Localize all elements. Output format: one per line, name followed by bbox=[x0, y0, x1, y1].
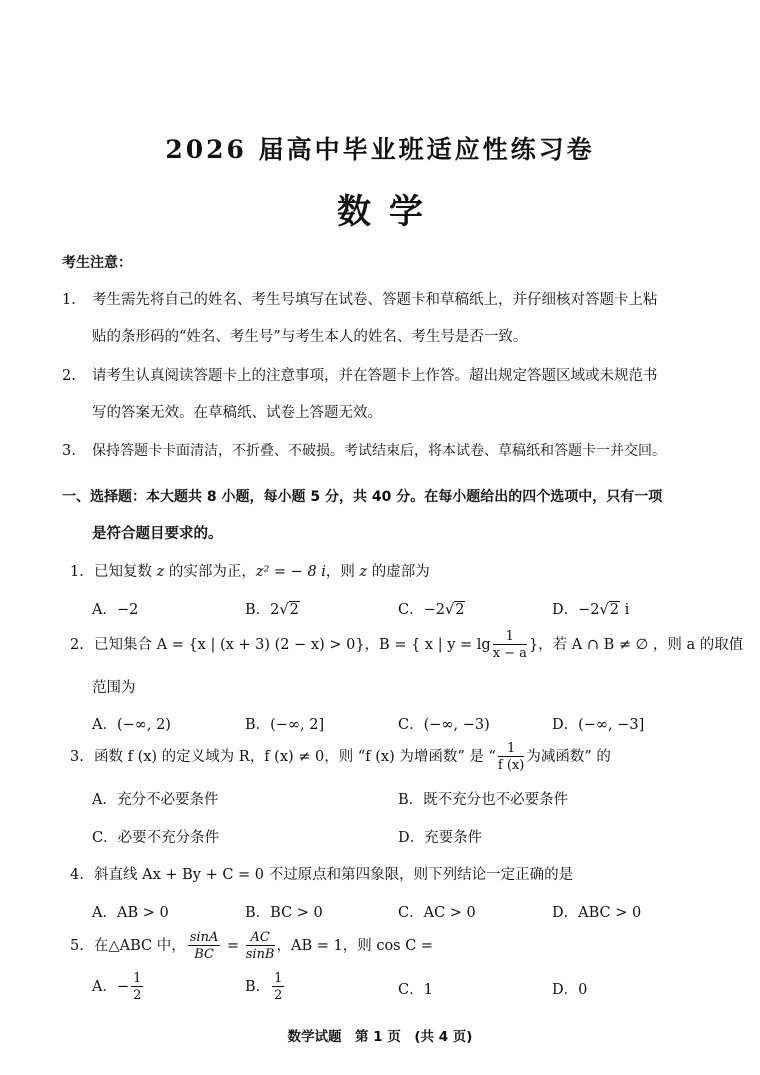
q3-option-a: A．充分不必要条件 bbox=[92, 792, 219, 808]
section-heading-line1: 一、选择题：本大题共 8 小题，每小题 5 分，共 40 分。在每小题给出的四个选项中，只有一项 bbox=[62, 489, 663, 505]
q2-option-c: C．(−∞, −3) bbox=[398, 717, 490, 733]
q5-option-d: D．0 bbox=[552, 982, 588, 998]
question-2-stem-line2: 范围为 bbox=[92, 680, 136, 696]
notice-item-2-line1: 2. 请考生认真阅读答题卡上的注意事项，并在答题卡上作答。超出规定答题区域或未规范书 bbox=[62, 368, 658, 384]
q4-option-d: D．ABC > 0 bbox=[552, 905, 642, 921]
q2-option-b: B．(−∞, 2] bbox=[245, 717, 325, 733]
notice-item-1-line1: 1. 考生需先将自己的姓名、考生号填写在试卷、答题卡和草稿纸上，并仔细核对答题卡上粘 bbox=[62, 292, 658, 308]
section-heading-line2: 是符合题目要求的。 bbox=[92, 526, 223, 542]
q4-option-a: A．AB > 0 bbox=[92, 905, 169, 921]
q3-option-b: B．既不充分也不必要条件 bbox=[398, 792, 569, 808]
page-footer: 数学试题 第 1 页 (共 4 页) bbox=[287, 1029, 473, 1045]
q2-option-a: A．(−∞, 2) bbox=[92, 717, 171, 733]
question-1-stem: 1. 已知复数 z 的实部为正，z² = − 8 i，则 z 的虚部为 bbox=[70, 564, 430, 580]
q1-option-d: D．−2√2 i bbox=[552, 602, 630, 618]
question-4-stem: 4. 斜直线 Ax + By + C = 0 不过原点和第四象限，则下列结论一定正确的是 bbox=[70, 867, 574, 883]
question-5-stem: 5. 在△ABC 中， $\frac{\sin A}{BC}$ = $\frac{AC}{\sin B}$ ，AB = 1，则 cos C = bbox=[70, 930, 434, 962]
q1-option-a: A．−2 bbox=[92, 602, 139, 618]
q5-option-b: B． $\frac{1}{2}$ bbox=[245, 971, 283, 1003]
notice-heading: 考生注意： bbox=[62, 255, 132, 271]
q5-option-c: C．1 bbox=[398, 982, 433, 998]
question-3-stem: 3. 函数 f (x) 的定义域为 R，f (x) ≠ 0，则 “f (x) 为增函数” 是 “ $\frac{1}{f (x)}$ 为减函数” 的 bbox=[70, 741, 611, 773]
question-2-stem: 2. 已知集合 A = {x | (x + 3) (2 − x) > 0}，B = { x | y = lg $\frac{1}{x - a}$ }，若 A ∩ B ≠ ∅ ，则 a 的取值 bbox=[70, 629, 744, 661]
notice-item-2-line2: 写的答案无效。在草稿纸、试卷上答题无效。 bbox=[92, 405, 382, 421]
subject-title: 数学 bbox=[337, 192, 441, 232]
q5-option-a: A．− $\frac{1}{2}$ bbox=[92, 971, 142, 1003]
notice-item-3: 3. 保持答题卡卡面清洁，不折叠、不破损。考试结束后，将本试卷、草稿纸和答题卡一并交回。 bbox=[62, 443, 666, 459]
q4-option-b: B．BC > 0 bbox=[245, 905, 323, 921]
q1-option-c: C．−2√2 bbox=[398, 602, 465, 618]
q3-option-d: D．充要条件 bbox=[398, 830, 483, 846]
q4-option-c: C．AC > 0 bbox=[398, 905, 476, 921]
q2-option-d: D．(−∞, −3] bbox=[552, 717, 645, 733]
q1-option-b: B．2√2 bbox=[245, 602, 299, 618]
q3-option-c: C．必要不充分条件 bbox=[92, 830, 220, 846]
exam-title: 2026 届高中毕业班适应性练习卷 bbox=[165, 135, 595, 164]
notice-item-1-line2: 贴的条形码的“姓名、考生号”与考生本人的姓名、考生号是否一致。 bbox=[92, 329, 528, 345]
